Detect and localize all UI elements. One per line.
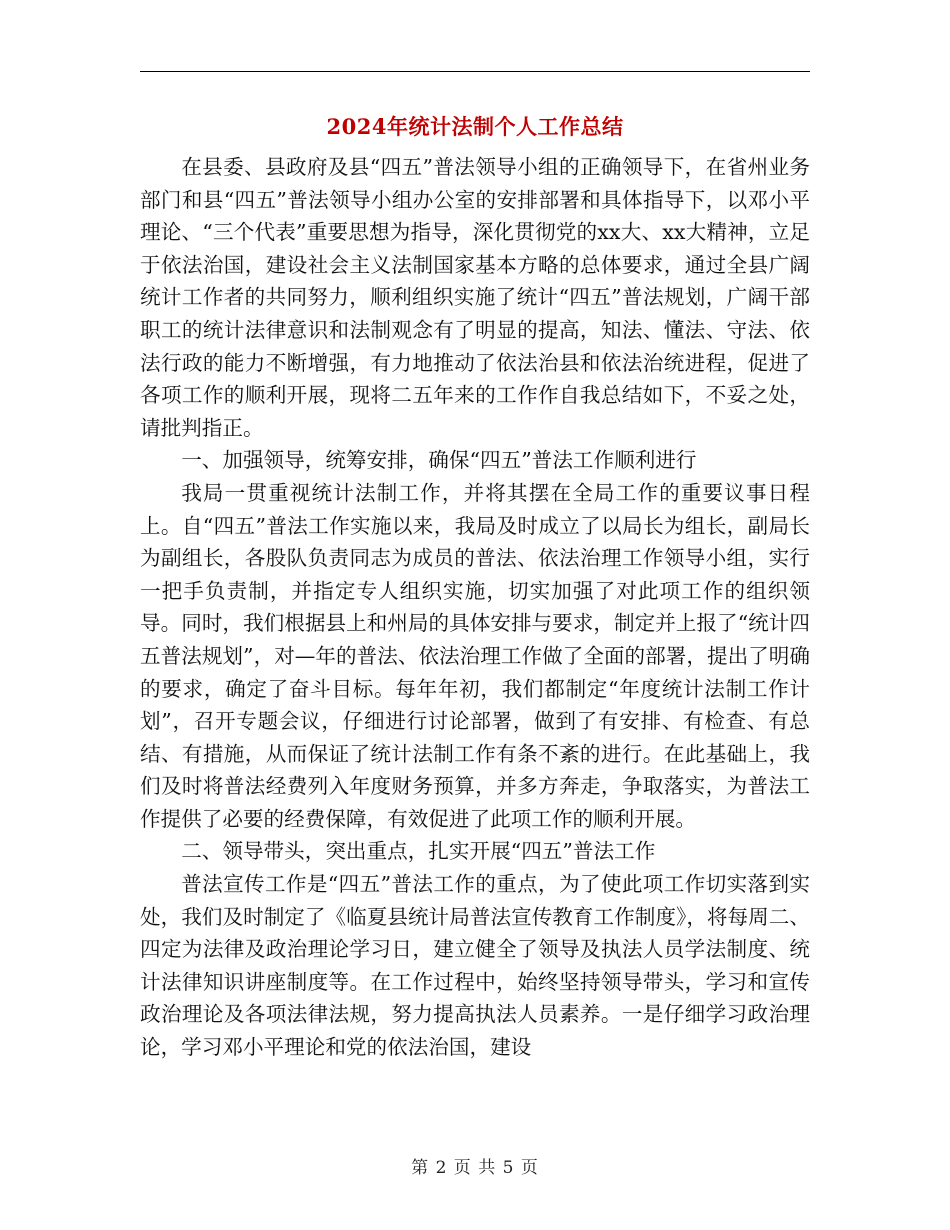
header-rule — [140, 71, 810, 72]
section-heading-1: 一、加强领导，统筹安排，确保“四五”普法工作顺利进行 — [181, 448, 697, 473]
intro-paragraph: 在县委、县政府及县“四五”普法领导小组的正确领导下，在省州业务部门和县“四五”普法领导小组办公室的安排部署和具体指导下，以邓小平理论、“三个代表”重要思想为指导，深化贯彻党的xx大、xx大精神，立足于依法治国，建设社会主义法制国家基本方略的总体要求，通过全县广阔统计工作者的共同努力，顺利组织实施了统计“四五”普法规划，广阔干部职工的统计法律意识和法制观念有了明显的提高，知法、懂法、守法、依法行政的能力不断增强，有力地推动了依法治县和依法治统进程，促进了各项工作的顺利开展，现将二五年来的工作作自我总结如下，不妥之处，请批判指正。 — [140, 155, 810, 440]
section-heading-2: 二、领导带头，突出重点，扎实开展“四五”普法工作 — [181, 839, 656, 864]
document-title: 2024年统计法制个人工作总结 — [326, 114, 624, 139]
page-number: 第 2 页 共 5 页 — [411, 1158, 539, 1178]
section-1-paragraph: 我局一贯重视统计法制工作，并将其摆在全局工作的重要议事日程上。自“四五”普法工作实施以来，我局及时成立了以局长为组长，副局长为副组长，各股队负责同志为成员的普法、依法治理工作领导小组，实行一把手负责制，并指定专人组织实施，切实加强了对此项工作的组织领导。同时，我们根据县上和州局的具体安排与要求，制定并上报了“统计四五普法规划”，对—年的普法、依法治理工作做了全面的部署，提出了明确的要求，确定了奋斗目标。每年年初，我们都制定“年度统计法制工作计划”，召开专题会议，仔细进行讨论部署，做到了有安排、有检查、有总结、有措施，从而保证了统计法制工作有条不紊的进行。在此基础上，我们及时将普法经费列入年度财务预算，并多方奔走，争取落实，为普法工作提供了必要的经费保障，有效促进了此项工作的顺利开展。 — [140, 480, 810, 831]
section-2-paragraph: 普法宣传工作是“四五”普法工作的重点，为了使此项工作切实落到实处，我们及时制定了《临夏县统计局普法宣传教育工作制度》，将每周二、四定为法律及政治理论学习日，建立健全了领导及执法人员学法制度、统计法律知识讲座制度等。在工作过程中，始终坚持领导带头，学习和宣传政治理论及各项法律法规，努力提高执法人员素养。一是仔细学习政治理论，学习邓小平理论和党的依法治国，建设 — [140, 872, 810, 1060]
document-body — [140, 151, 810, 1064]
